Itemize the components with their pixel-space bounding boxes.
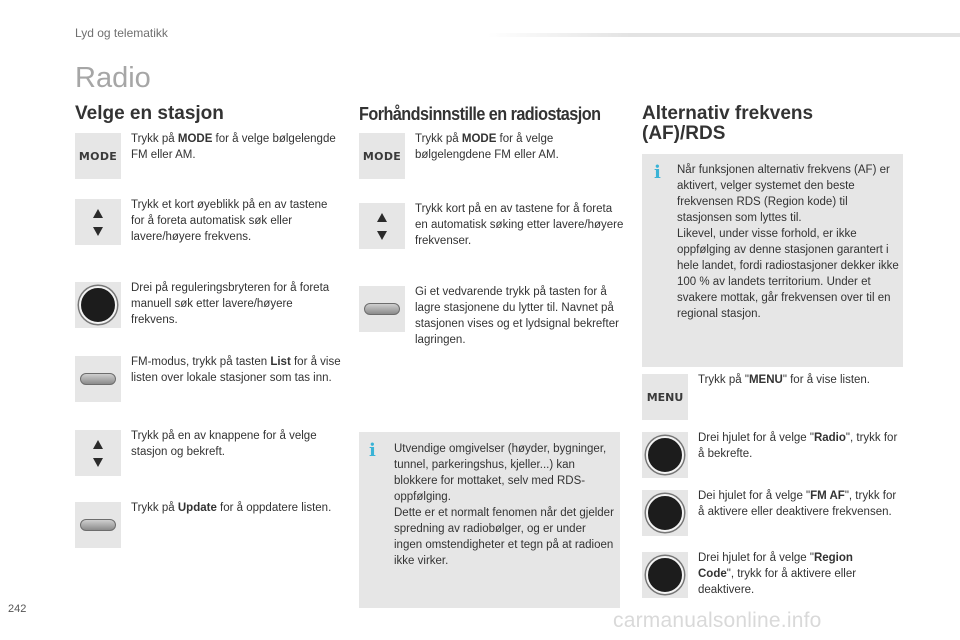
mode-button-icon bbox=[75, 133, 121, 179]
col1-heading: Velge en stasjon bbox=[75, 103, 224, 124]
step-text: Trykk på MODE for å velge bølgelengdene FM eller AM. bbox=[415, 133, 559, 161]
arrow-down-icon bbox=[93, 458, 103, 467]
up-down-arrows-icon bbox=[359, 203, 405, 249]
step-text: Trykk på en av knappene for å velge stasjon og bekreft. bbox=[131, 430, 317, 458]
step-text: Trykk et kort øyeblikk på en av tastene for å foreta automatisk søk eller lavere/høyere frekvens. bbox=[131, 199, 328, 243]
step-text: Drei på reguleringsbryteren for å foreta manuell søk etter lavere/høyere frekvens. bbox=[131, 282, 330, 326]
info-text: Utvendige omgivelser (høyder, bygninger, tunnel, parkeringshus, kjeller...) kan blokkere for mottaket, selv med RDS-oppfølging. Dette er et normalt fenomen når det gjelder spredning av radiobølger, og er under ingen omstendigheter et tegn på at radioen ikke virker. bbox=[394, 443, 614, 567]
col3-info-box bbox=[642, 154, 903, 367]
update-button-icon bbox=[75, 502, 121, 548]
mode-label: MODE bbox=[362, 149, 402, 163]
step-text: Drei hjulet for å velge "Region Code", trykk for å aktivere eller deaktivere. bbox=[698, 552, 857, 596]
up-down-arrows-icon bbox=[75, 199, 121, 245]
mode-label: MODE bbox=[78, 149, 118, 163]
arrow-up-icon bbox=[93, 209, 103, 218]
info-icon: i bbox=[369, 440, 376, 461]
col3-heading: Alternativ frekvens (AF)/RDS bbox=[642, 103, 814, 144]
arrow-down-icon bbox=[93, 227, 103, 236]
col2-info-box bbox=[359, 432, 620, 608]
page-title: Radio bbox=[75, 62, 151, 94]
step-text: Trykk på "MENU" for å vise listen. bbox=[698, 374, 870, 386]
step-text: FM-modus, trykk på tasten List for å vise listen over lokale stasjoner som tas inn. bbox=[131, 356, 341, 384]
arrow-down-icon bbox=[377, 231, 387, 240]
arrow-up-icon bbox=[93, 440, 103, 449]
header-section-label: Lyd og telematikk bbox=[75, 26, 168, 40]
menu-label: MENU bbox=[646, 390, 684, 404]
step-text: Trykk kort på en av tastene for å foreta en automatisk søking etter lavere/høyere frekvenser. bbox=[415, 203, 624, 247]
watermark: carmanualsonline.info bbox=[613, 609, 822, 632]
menu-button-icon bbox=[642, 374, 688, 420]
step-text: Gi et vedvarende trykk på tasten for å lagre stasjonene du lytter til. Navnet på stasjonen vises og et lydsignal bekrefter lagringen. bbox=[415, 286, 619, 346]
col2-heading: Forhåndsinnstille en radiostasjon bbox=[359, 104, 601, 124]
step-text: Trykk på Update for å oppdatere listen. bbox=[131, 502, 332, 514]
rotary-knob-icon bbox=[642, 552, 688, 598]
header-rule bbox=[488, 33, 960, 37]
arrow-up-icon bbox=[377, 213, 387, 222]
step-text: Trykk på MODE for å velge bølgelengde FM eller AM. bbox=[131, 133, 336, 161]
mode-button-icon bbox=[359, 133, 405, 179]
info-text: Når funksjonen alternativ frekvens (AF) er aktivert, velger systemet den beste frekvensen RDS (Region kode) til stasjonsen som lyttes til. Likevel, under visse forhold, er ikke oppfølging av denne stasjonen garantert i hele landet, fordi radiostasjoner dekker ikke 100 % av landets territorium. Under et svakere mottak, går frekvensen over til en regional stasjon. bbox=[677, 164, 899, 320]
list-button-icon bbox=[75, 356, 121, 402]
rotary-knob-icon bbox=[642, 432, 688, 478]
rotary-knob-icon bbox=[642, 490, 688, 536]
up-down-arrows-icon bbox=[75, 430, 121, 476]
preset-button-icon bbox=[359, 286, 405, 332]
page-number: 242 bbox=[8, 603, 27, 615]
step-text: Drei hjulet for å velge "Radio", trykk for å bekrefte. bbox=[698, 432, 898, 460]
rotary-knob-icon bbox=[75, 282, 121, 328]
info-icon: i bbox=[654, 162, 661, 183]
step-text: Dei hjulet for å velge "FM AF", trykk for å aktivere eller deaktivere frekvensen. bbox=[698, 490, 897, 518]
